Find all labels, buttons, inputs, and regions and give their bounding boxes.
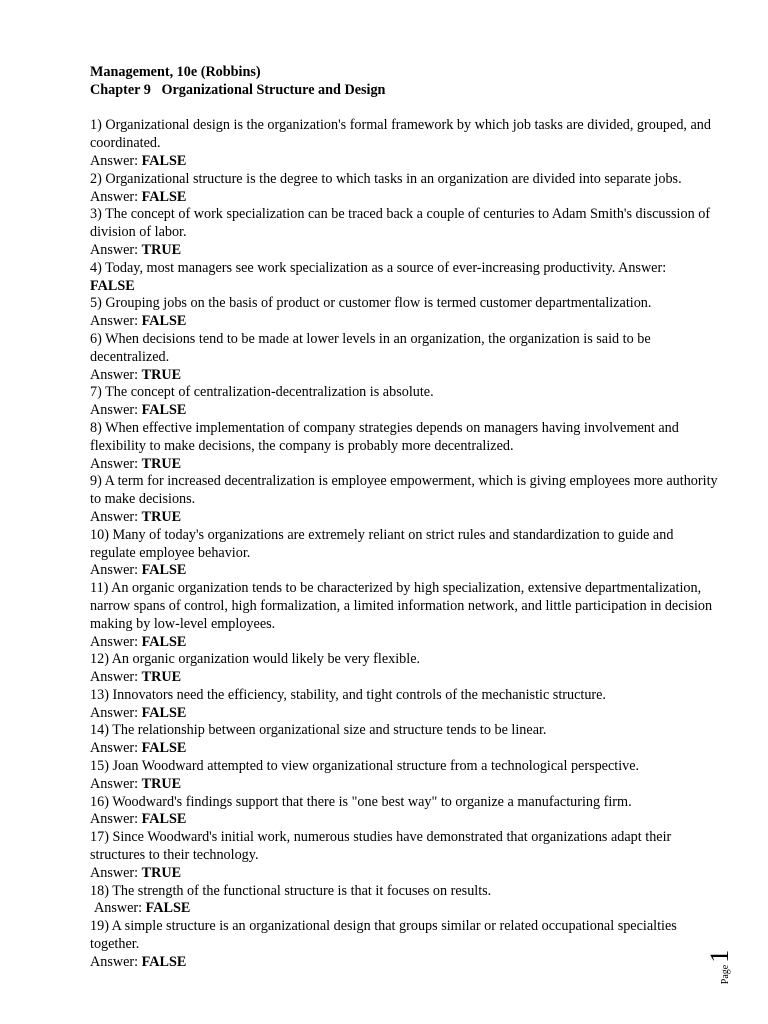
question-item xyxy=(90,651,720,687)
answer-value: TRUE xyxy=(141,775,182,792)
answer-label: Answer: xyxy=(90,775,139,792)
answer-value: TRUE xyxy=(141,455,182,472)
question-item xyxy=(90,331,720,384)
answer-line xyxy=(90,509,720,527)
answer-value: FALSE xyxy=(141,562,187,579)
chapter-title: Chapter 9 Organizational Structure and Design xyxy=(90,81,386,98)
question-item xyxy=(90,918,720,971)
question-item xyxy=(90,883,720,919)
question-item xyxy=(90,473,720,526)
question-text: 1) Organizational design is the organization's formal framework by which job tasks are divided, grouped, and coordinated. xyxy=(90,117,711,152)
answer-label: Answer: xyxy=(90,633,139,650)
answer-label: Answer: xyxy=(90,313,139,330)
answer-line xyxy=(90,954,720,972)
question-item xyxy=(90,260,720,296)
question-item xyxy=(90,580,720,651)
answer-label: Answer: xyxy=(90,811,139,828)
answer-label: Answer: xyxy=(90,562,139,579)
question-item xyxy=(90,206,720,259)
question-text: 13) Innovators need the efficiency, stability, and tight controls of the mechanistic structure. xyxy=(90,686,606,703)
question-item xyxy=(90,794,720,830)
question-text: 11) An organic organization tends to be characterized by high specialization, extensive departmentalization, narrow spans of control, high formalization, a limited information network, and little participation in decision making by low-level employees. xyxy=(90,580,713,632)
answer-label: Answer: xyxy=(90,704,139,721)
question-text: 14) The relationship between organizational size and structure tends to be linear. xyxy=(90,722,547,739)
answer-value: FALSE xyxy=(141,704,187,721)
question-text: 5) Grouping jobs on the basis of product or customer flow is termed customer departmentalization. xyxy=(90,295,652,312)
answer-line xyxy=(90,402,720,420)
answer-line xyxy=(90,811,720,829)
answer-value: FALSE xyxy=(141,633,187,650)
answer-value: TRUE xyxy=(141,669,182,686)
answer-line xyxy=(90,740,720,758)
question-text: 4) Today, most managers see work specialization as a source of ever-increasing productivity. Answer: xyxy=(90,259,667,276)
answer-line xyxy=(90,634,720,652)
answer-value: FALSE xyxy=(141,152,187,169)
answer-value: TRUE xyxy=(141,241,182,258)
answer-label: Answer: xyxy=(90,188,139,205)
question-text: 9) A term for increased decentralization is employee empowerment, which is giving employees more authority to make decisions. xyxy=(90,473,718,508)
answer-value: TRUE xyxy=(141,864,182,881)
book-title: Management, 10e (Robbins) xyxy=(90,64,261,80)
answer-value: FALSE xyxy=(90,277,135,294)
question-item xyxy=(90,117,720,170)
answer-value: FALSE xyxy=(141,313,187,330)
question-item xyxy=(90,171,720,207)
answer-value: FALSE xyxy=(141,402,187,419)
page-number-footer xyxy=(705,949,751,985)
answer-value: FALSE xyxy=(141,740,187,757)
answer-line xyxy=(90,456,720,474)
answer-line xyxy=(90,562,720,580)
question-text: 6) When decisions tend to be made at lower levels in an organization, the organization is said to be decentralized. xyxy=(90,330,651,365)
question-text: 8) When effective implementation of company strategies depends on managers having involvement and flexibility to make decisions, the company is probably more decentralized. xyxy=(90,419,679,454)
answer-label: Answer: xyxy=(90,864,139,881)
answer-label: Answer: xyxy=(94,900,143,917)
question-text: 2) Organizational structure is the degree to which tasks in an organization are divided into separate jobs. xyxy=(90,170,682,187)
question-item xyxy=(90,295,720,331)
document-header xyxy=(90,64,720,100)
document-body xyxy=(90,64,720,972)
question-item xyxy=(90,687,720,723)
answer-line xyxy=(90,776,720,794)
question-text: 12) An organic organization would likely be very flexible. xyxy=(90,651,421,668)
answer-label: Answer: xyxy=(90,455,139,472)
answer-line xyxy=(90,189,720,207)
page-number: 1 xyxy=(705,949,734,963)
answer-value: TRUE xyxy=(141,508,182,525)
answer-value: TRUE xyxy=(141,366,182,383)
question-item xyxy=(90,829,720,882)
answer-label: Answer: xyxy=(90,740,139,757)
question-item xyxy=(90,420,720,473)
question-item xyxy=(90,527,720,580)
answer-line xyxy=(90,367,720,385)
answer-line xyxy=(90,313,720,331)
question-text: 17) Since Woodward's initial work, numerous studies have demonstrated that organizations adapt their structures to their technology. xyxy=(90,829,672,864)
page-label: Page xyxy=(720,964,731,985)
question-item xyxy=(90,384,720,420)
answer-line xyxy=(90,242,720,260)
answer-line xyxy=(90,669,720,687)
answer-value: FALSE xyxy=(141,953,187,970)
answer-label: Answer: xyxy=(90,241,139,258)
question-item xyxy=(90,722,720,758)
answer-label: Answer: xyxy=(90,152,139,169)
answer-label: Answer: xyxy=(90,669,139,686)
question-list xyxy=(90,117,720,971)
question-text: 10) Many of today's organizations are extremely reliant on strict rules and standardization to guide and regulate employee behavior. xyxy=(90,526,674,561)
question-item xyxy=(90,758,720,794)
answer-label: Answer: xyxy=(90,366,139,383)
answer-line xyxy=(90,705,720,723)
question-text: 3) The concept of work specialization can be traced back a couple of centuries to Adam Smith's discussion of division of labor. xyxy=(90,206,711,241)
question-text: 19) A simple structure is an organizational design that groups similar or related occupational specialties together. xyxy=(90,918,677,953)
answer-value: FALSE xyxy=(141,811,187,828)
answer-label: Answer: xyxy=(90,953,139,970)
question-text: 7) The concept of centralization-decentralization is absolute. xyxy=(90,384,434,401)
answer-label: Answer: xyxy=(90,402,139,419)
answer-line xyxy=(90,900,720,918)
question-text: 16) Woodward's findings support that there is "one best way" to organize a manufacturing firm. xyxy=(90,793,632,810)
question-text: 15) Joan Woodward attempted to view organizational structure from a technological perspective. xyxy=(90,758,640,775)
question-text: 18) The strength of the functional structure is that it focuses on results. xyxy=(90,882,492,899)
answer-line xyxy=(90,865,720,883)
answer-line xyxy=(90,153,720,171)
answer-value: FALSE xyxy=(141,188,187,205)
answer-label: Answer: xyxy=(90,508,139,525)
answer-value: FALSE xyxy=(145,900,191,917)
